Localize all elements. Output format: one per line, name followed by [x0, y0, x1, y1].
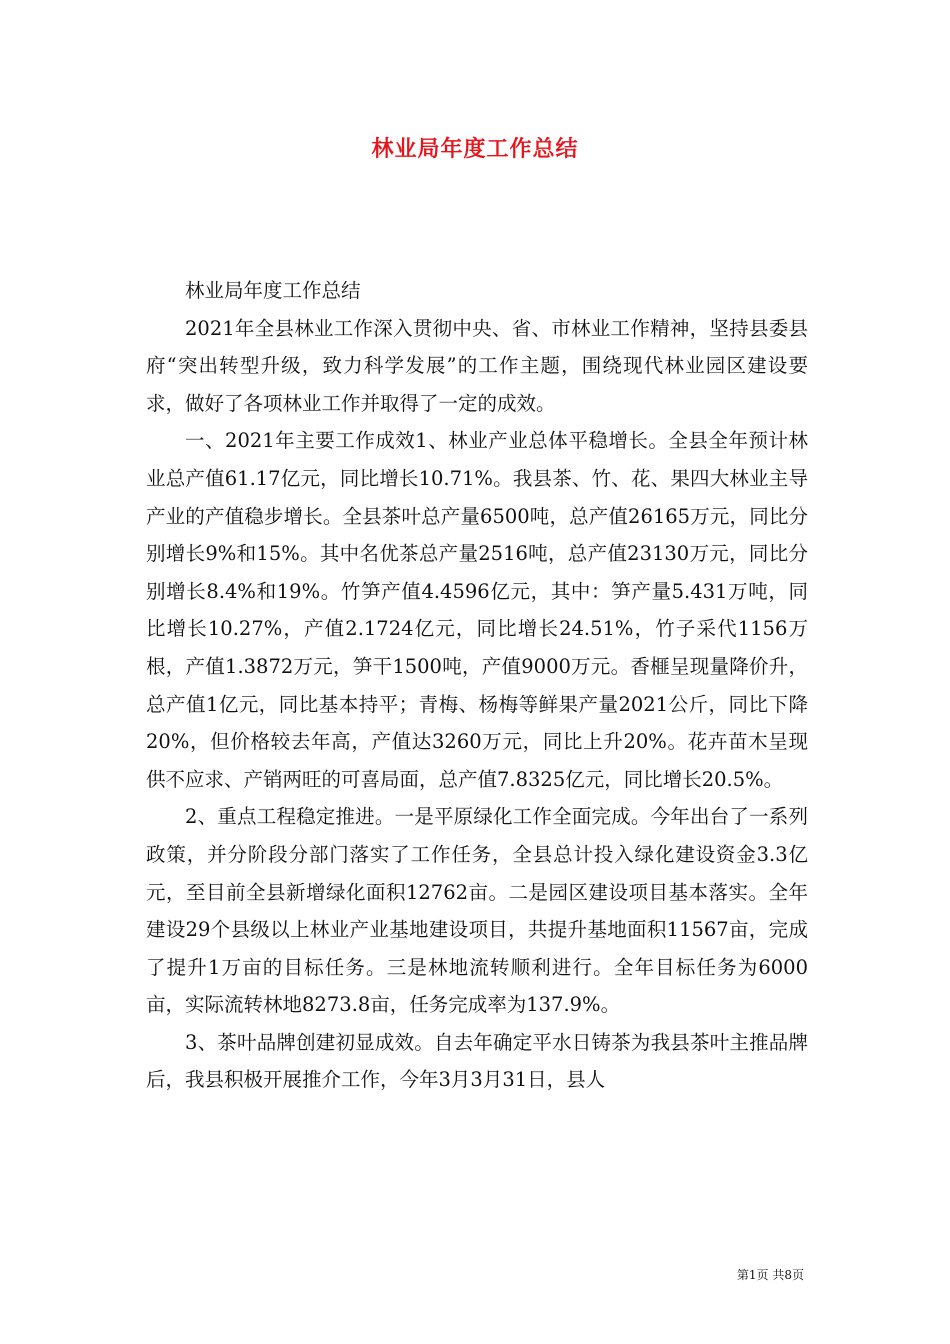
paragraph-heading: 林业局年度工作总结 — [185, 279, 361, 302]
paragraph-intro: 2021年全县林业工作深入贯彻中央、省、市林业工作精神，坚持县委县府“突出转型升级，致力科学发展”的工作主题，围绕现代林业园区建设要求，做好了各项林业工作并取得了一定的成效。 — [146, 316, 808, 415]
page-title: 林业局年度工作总结 — [371, 137, 579, 162]
page-number-footer: 第1页 共8页 — [736, 1268, 804, 1282]
paragraph-section-2: 2、重点工程稳定推进。一是平原绿化工作全面完成。今年出台了一系列政策，并分阶段分部门落实了工作任务，全县总计投入绿化建设资金3.3亿元，至目前全县新增绿化面积12762亩。二是园区建设项目基本落实。全年建设29个县级以上林业产业基地建设项目，共提升基地面积11567亩，完成了提升1万亩的目标任务。三是林地流转顺利进行。全年目标任务为6000亩，实际流转林地8273.8亩，任务完成率为137.9%。 — [146, 805, 808, 1017]
paragraph-section-3: 3、茶叶品牌创建初显成效。自去年确定平水日铸茶为我县茶叶主推品牌后，我县积极开展推介工作，今年3月3月31日，县人 — [146, 1030, 808, 1092]
document-body — [146, 272, 808, 1099]
paragraph-section-1: 一、2021年主要工作成效1、林业产业总体平稳增长。全县全年预计林业总产值61.17亿元，同比增长10.71%。我县茶、竹、花、果四大林业主导产业的产值稳步增长。全县茶叶总产量6500吨，总产值26165万元，同比分别增长9%和15%。其中名优茶总产量2516吨，总产值23130万元，同比分别增长8.4%和19%。竹笋产值4.4596亿元，其中：笋产量5.431万吨，同比增长10.27%，产值2.1724亿元，同比增长24.51%，竹子采代1156万根，产值1.3872万元，笋干1500吨，产值9000万元。香榧呈现量降价升，总产值1亿元，同比基本持平；青梅、杨梅等鲜果产量2021公斤，同比下降20%，但价格较去年高，产值达3260万元，同比上升20%。花卉苗木呈现供不应求、产销两旺的可喜局面，总产值7.8325亿元，同比增长20.5%。 — [146, 429, 808, 791]
